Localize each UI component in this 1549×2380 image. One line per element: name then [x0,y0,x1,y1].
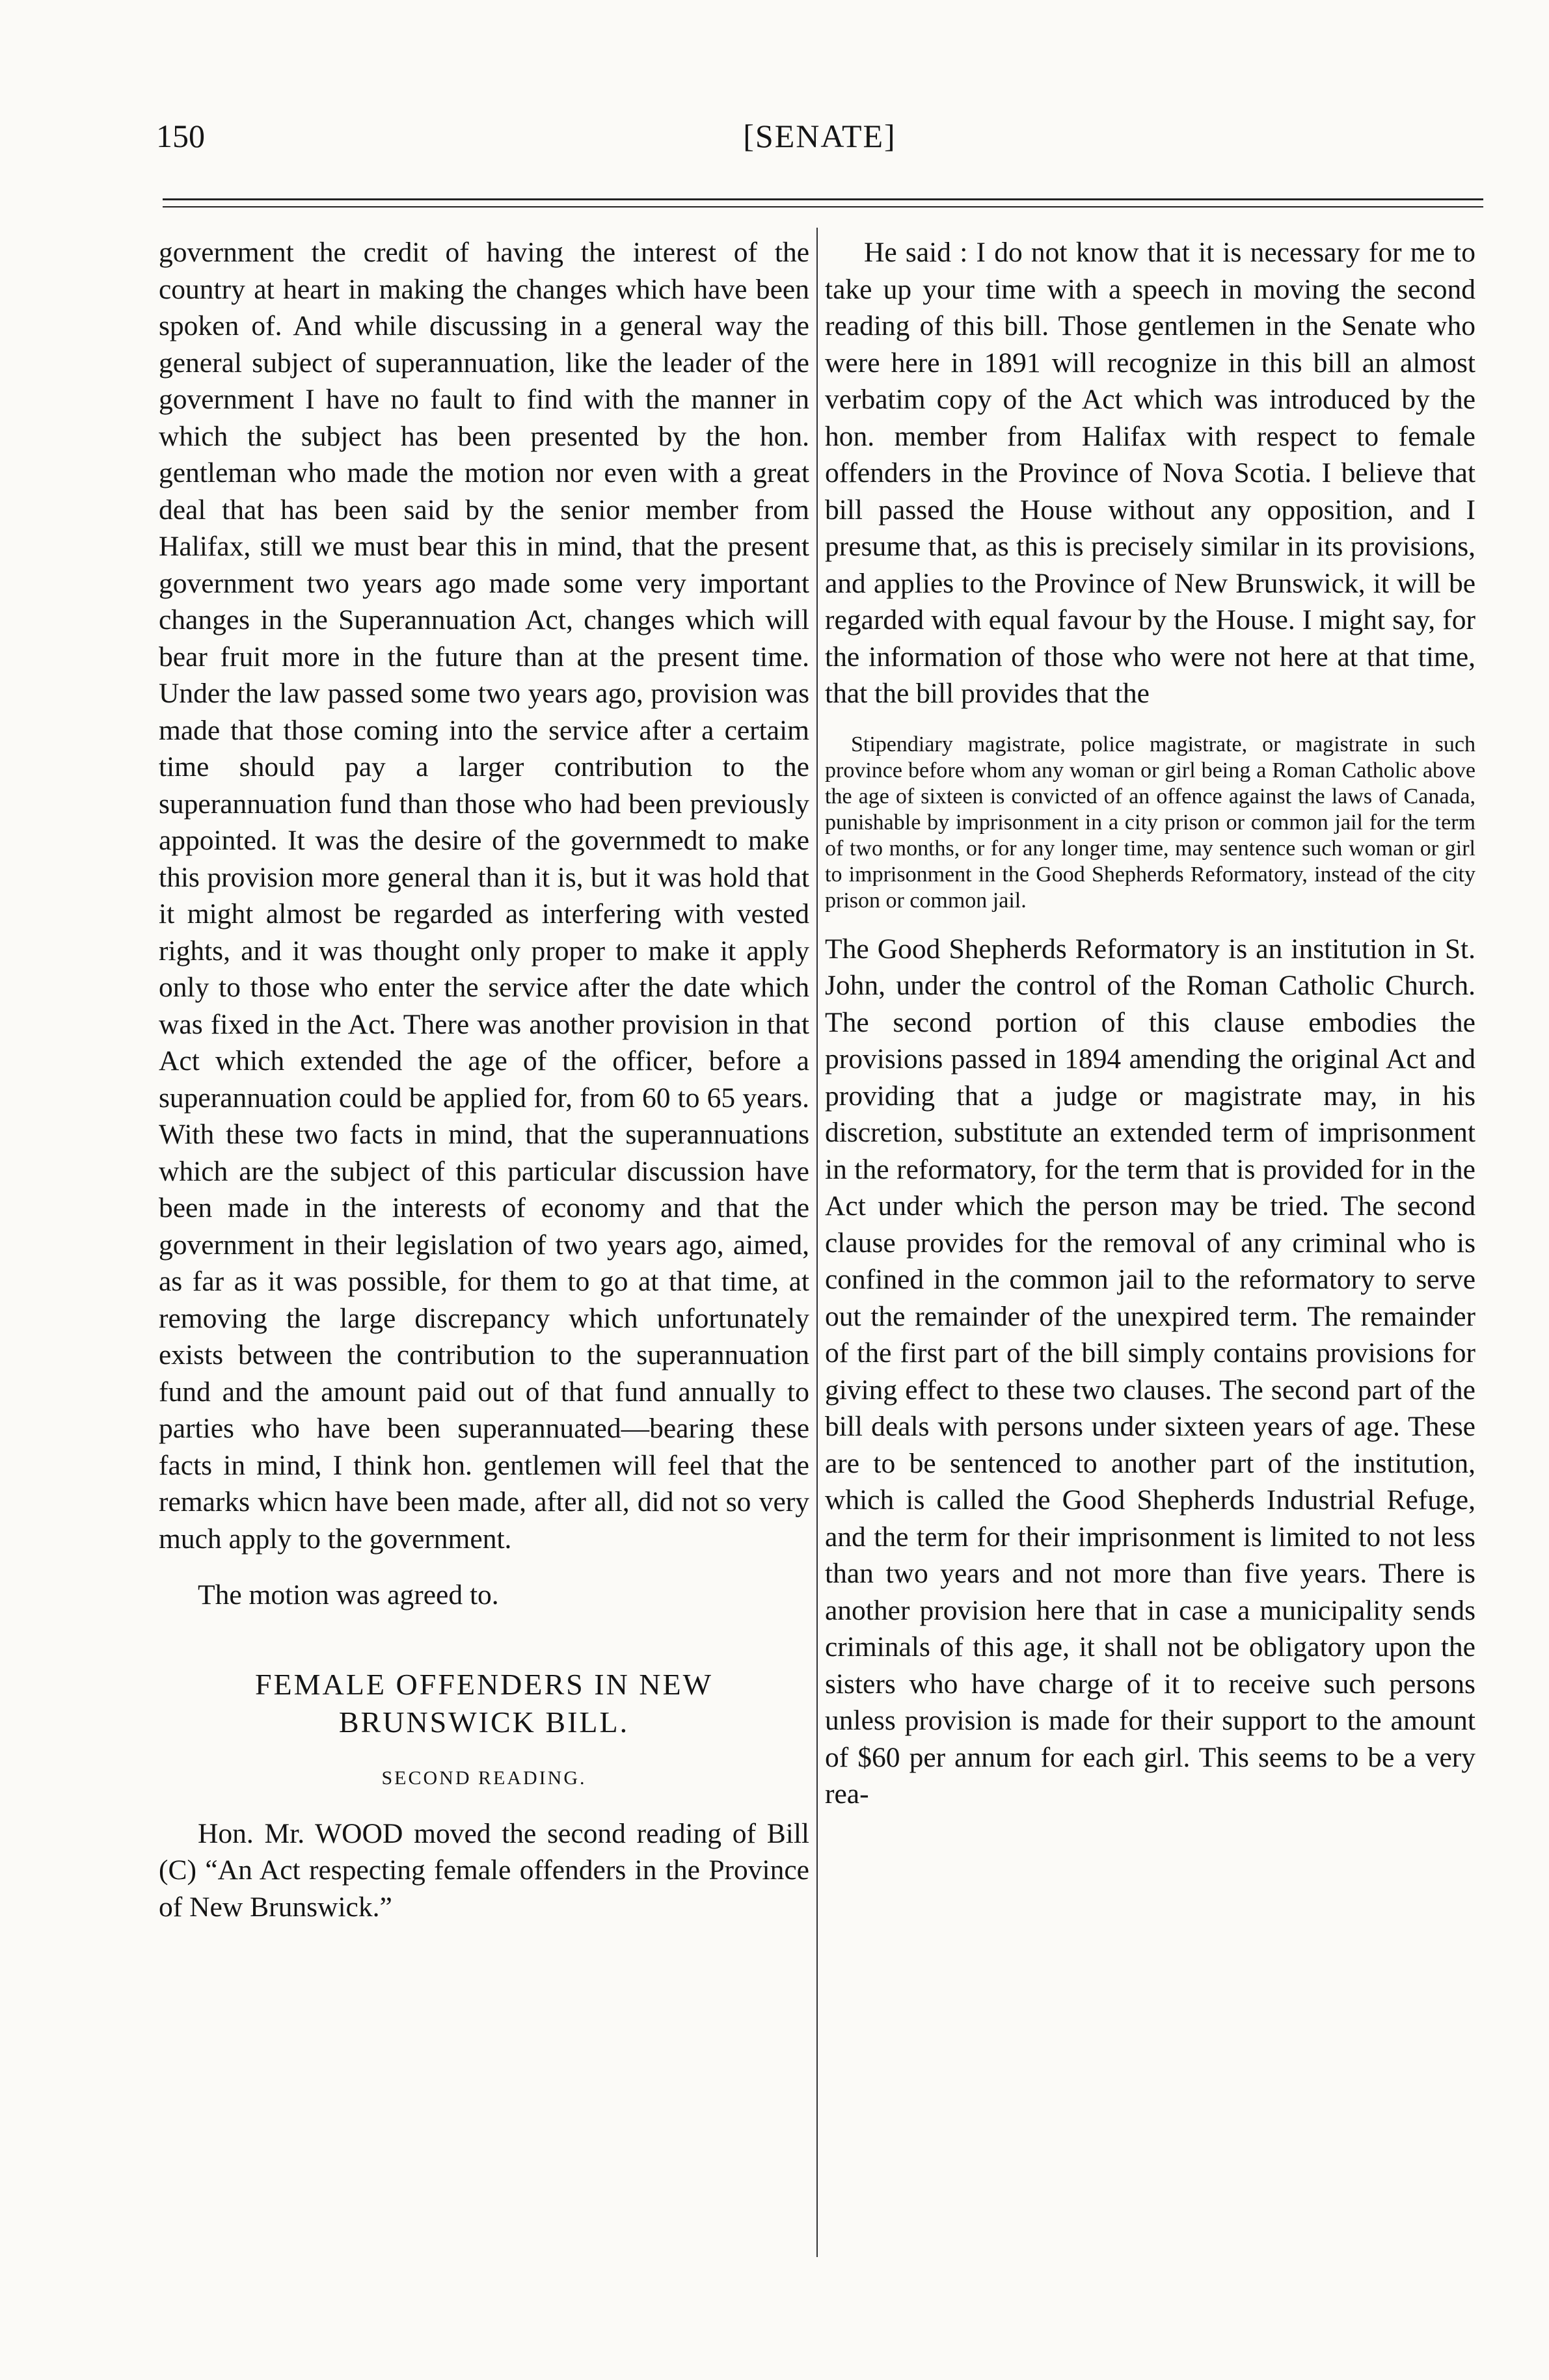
column-divider [816,228,818,2257]
left-paragraph-1: government the credit of having the interest of the country at heart in making the changes which have been spoken of. And while discussing in a general way the general subject of superannuation, like the leader of the government I have no fault to find with the manner in which the subject has been presented by the hon. gentleman who made the motion nor even with a great deal that has been said by the senior member from Halifax, still we must bear this in mind, that the present government two years ago made some very important changes in the Superannuation Act, changes which will bear fruit more in the future than at the present time. Under the law passed some two years ago, provision was made that those coming into the service after a certaim time should pay a larger contribution to the superannuation fund than those who had been previously appointed. It was the desire of the governmedt to make this provision more general than it is, but it was hold that it might almost be regarded as interfering with vested rights, and it was thought only proper to make it apply only to those who enter the service after the date which was fixed in the Act. There was another provision in that Act which extended the age of the officer, before a superannuation could be applied for, from 60 to 65 years. With these two facts in mind, that the superannuations which are the subject of this particular discussion have been made in the interests of economy and that the government in their legislation of two years ago, aimed, as far as it was possible, for them to go at that time, at removing the large discrepancy which unfortunately exists between the contribution to the superannuation fund and the amount paid out of that fund annually to parties who have been superannuated—bearing these facts in mind, I think hon. gentlemen will feel that the remarks whicn have been made, after all, did not so very much apply to the government. [159,237,809,1555]
reading-subtitle: SECOND READING. [381,1767,587,1789]
motion-text: Hon. Mr. WOOD moved the second reading of Bill (C) “An Act respecting female offenders in the Province of New Brunswick.” [159,1817,809,1923]
left-column [159,234,809,1925]
right-column [825,234,1475,1813]
header-rule-bottom [163,206,1483,207]
page-header [156,117,1483,176]
right-paragraph-1: He said : I do not know that it is necessary for me to take up your time with a speech in moving the second reading of this bill. Those gentlemen in the Senate who were here in 1891 will recognize in this bill an almost verbatim copy of the Act which was introduced by the hon. member from Halifax with respect to female offenders in the Province of Nova Scotia. I believe that bill passed the House without any opposition, and I presume that, as this is precisely similar in its provisions, and applies to the Province of New Brunswick, it will be regarded with equal favour by the House. I might say, for the information of those who were not here at that time, that the bill provides that the [825,237,1475,709]
running-head: [SENATE] [743,118,896,154]
bill-title: FEMALE OFFENDERS IN NEW BRUNSWICK BILL. [254,1667,714,1739]
bill-quote: Stipendiary magistrate, police magistrate, or magistrate in such province before whom any woman or girl being a Roman Catholic above the age of sixteen is convicted of an offence against the laws of Canada, punishable by imprisonment in a city prison or common jail for the term of two months, or for any longer time, may sentence such woman or girl to imprisonment in the Good Shepherds Reformatory, instead of the city prison or common jail. [825,732,1475,913]
motion-result: The motion was agreed to. [198,1579,499,1611]
page-number: 150 [156,118,205,154]
right-paragraph-2: The Good Shepherds Reformatory is an institution in St. John, under the control of the Roman Catholic Church. The second portion of this clause embodies the provisions passed in 1894 amending the original Act and providing that a judge or magistrate may, in his discretion, substitute an extended term of imprisonment in the reformatory, for the term that is provided for in the Act under which the person may be tried. The second clause provides for the removal of any criminal who is confined in the common jail to the reformatory to serve out the remainder of the unexpired term. The remainder of the first part of the bill simply contains provisions for giving effect to these two clauses. The second part of the bill deals with persons under sixteen years of age. These are to be sentenced to another part of the institution, which is called the Good Shepherds Industrial Refuge, and the term for their imprisonment is limited to not less than two years and not more than five years. There is another provision here that in case a municipality sends criminals of this age, it shall not be obligatory upon the sisters who have charge of it to receive such persons unless provision is made for their support to the amount of $60 per annum for each girl. This seems to be a very rea- [825,933,1475,1810]
header-rule-top [163,198,1483,200]
